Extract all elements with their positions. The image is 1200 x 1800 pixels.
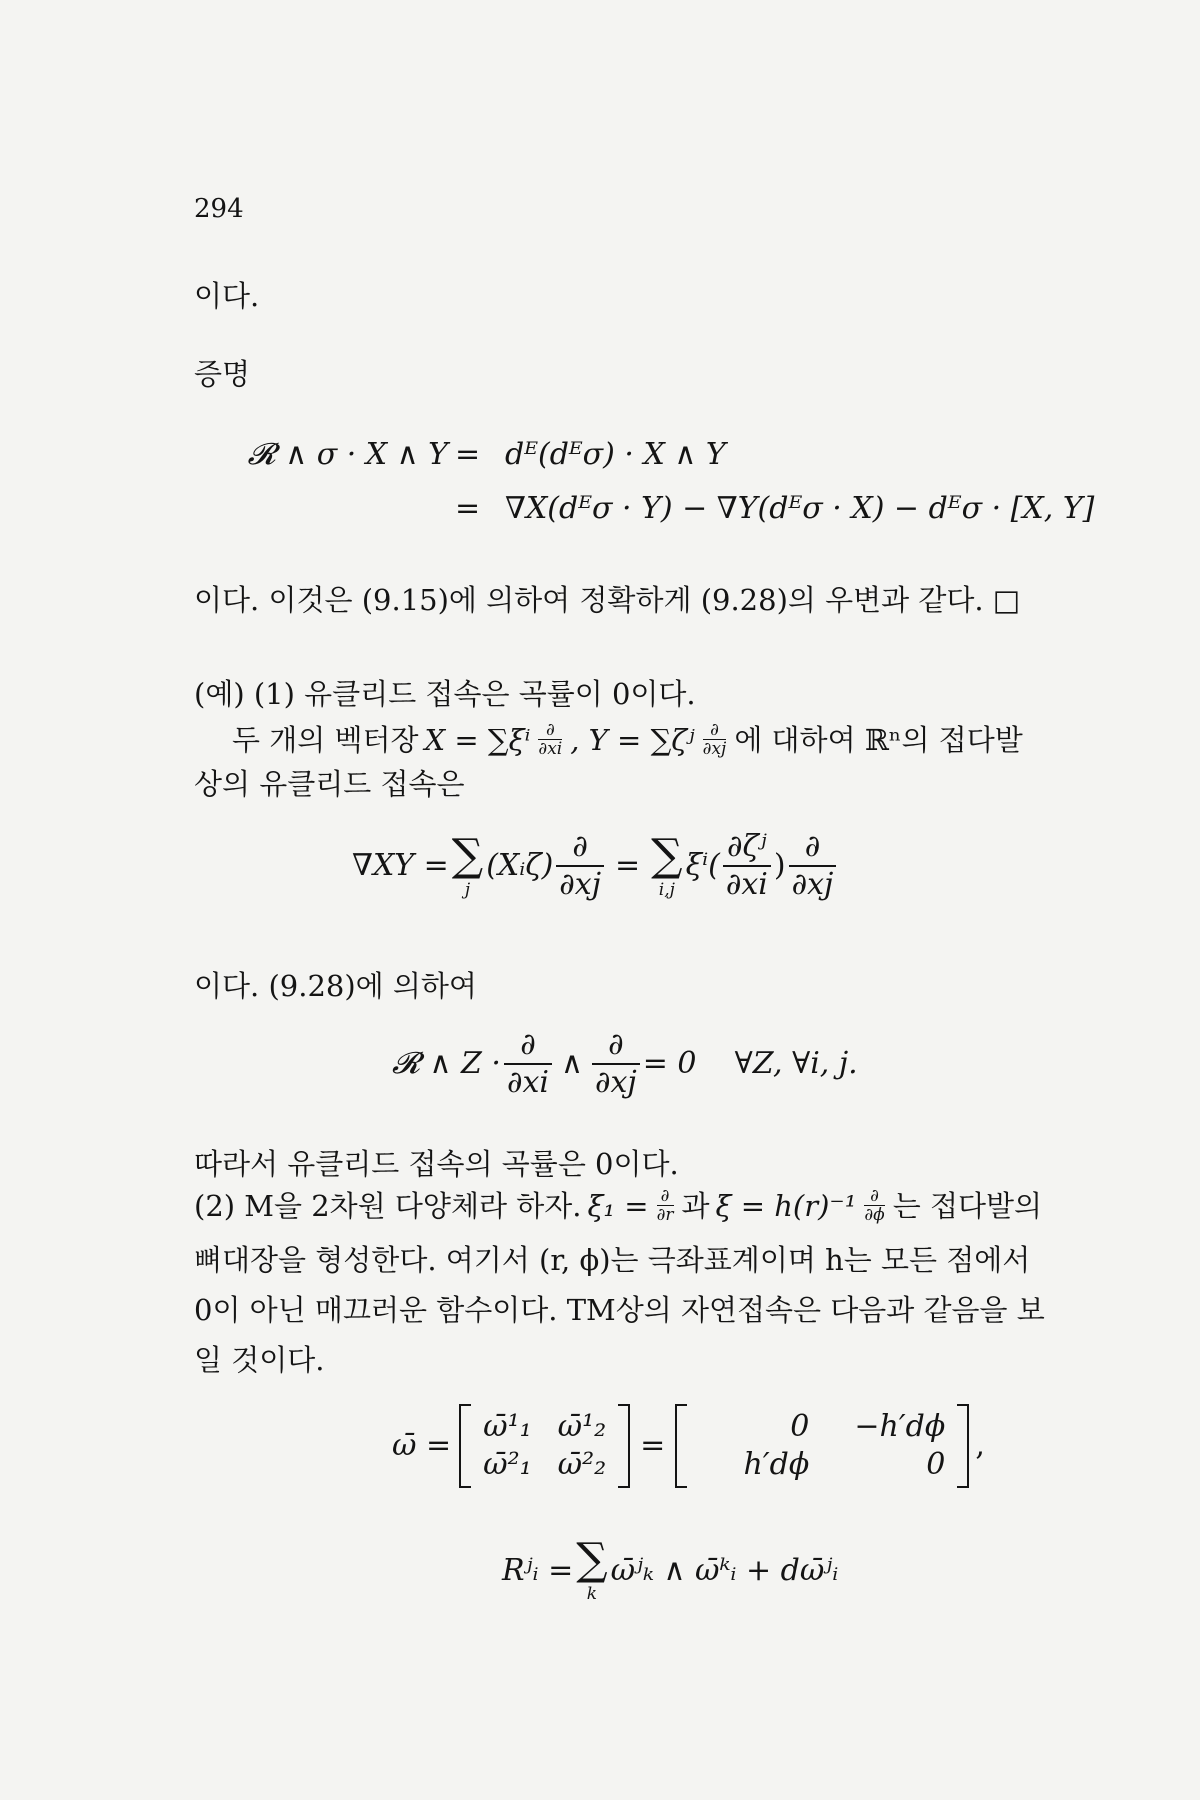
proof-eq-rhs-1: dᴱ(dᴱσ) · X ∧ Y: [505, 437, 726, 472]
partial-over-dxj: $\frac{\partial}{\partial xj}$: [556, 832, 604, 900]
h-12: −h′dϕ: [854, 1409, 946, 1444]
partial-xi-small-fraction: ∂ ∂xi: [538, 720, 563, 759]
sum-over-ij: ∑ i,j: [651, 829, 683, 900]
proof-heading: 증명: [194, 357, 251, 391]
sigma-symbol: ∑: [451, 829, 484, 881]
h-22: 0: [926, 1447, 946, 1482]
h-21: h′dϕ: [743, 1447, 810, 1482]
vector-field-line: [232, 722, 1023, 758]
sigma-symbol: ∑: [651, 829, 683, 881]
curv-rhs: = 0 ∀Z, ∀i, j.: [642, 1046, 858, 1081]
x-definition: X = ∑ξⁱ: [424, 722, 531, 757]
partial-r-small-fraction: ∂ ∂r: [656, 1186, 674, 1225]
r-lhs: Rʲᵢ =: [502, 1552, 574, 1588]
vf-prefix: 두 개의 벡터장: [232, 722, 419, 757]
omega-21: ω̄²₁: [483, 1447, 532, 1482]
right-bracket: [618, 1404, 630, 1488]
example-1-heading: (예) (1) 유클리드 접속은 곡률이 0이다.: [194, 677, 696, 711]
curvature-r-equation: [502, 1534, 839, 1604]
r-rhs: ω̄ʲₖ ∧ ω̄ᵏᵢ + dω̄ʲᵢ: [610, 1552, 839, 1588]
conclusion-line: 따라서 유클리드 접속의 곡률은 0이다.: [194, 1147, 679, 1181]
eq-sign-matrix: =: [640, 1428, 666, 1463]
h-matrix: [675, 1404, 969, 1488]
xi1-definition: ξ₁ =: [587, 1188, 649, 1223]
curvature-equation: [392, 1027, 858, 1100]
partial-over-dxj-3: $\frac{\partial}{\partial xj}$: [592, 1030, 640, 1098]
left-bracket: [459, 1404, 471, 1488]
example-2-line-1: [194, 1188, 1042, 1224]
sum-over-j: ∑ j: [451, 829, 484, 900]
y-definition: , Y = ∑ζʲ: [570, 722, 695, 757]
omega-matrix: [459, 1404, 630, 1488]
page-number: 294: [194, 194, 244, 224]
trailing-comma: ,: [975, 1428, 985, 1463]
xi-definition: ξ = h(r)⁻¹: [715, 1188, 857, 1223]
sum-over-k: ∑ k: [576, 1534, 608, 1604]
connection-matrix-equation: [392, 1404, 985, 1488]
left-bracket: [675, 1404, 687, 1488]
text-line-ida: 이다.: [194, 279, 260, 313]
proof-eq-sign-1: =: [455, 437, 481, 472]
text-after-proof: 이다. 이것은 (9.15)에 의하여 정확하게 (9.28)의 우변과 같다. □: [194, 583, 1021, 617]
omega-12: ω̄¹₂: [557, 1409, 607, 1444]
nabla-equation: [352, 829, 839, 902]
x-zeta-term: (Xᵢζ): [486, 848, 554, 883]
wedge-symbol: ∧: [561, 1046, 583, 1081]
eq-sign: =: [615, 848, 641, 883]
omega-lhs: ω̄ =: [392, 1428, 452, 1463]
partial-over-dxi: $\frac{\partial}{\partial xi}$: [504, 1030, 552, 1098]
curv-lhs: 𝓡 ∧ Z ·: [392, 1046, 501, 1081]
sigma-symbol: ∑: [576, 1534, 608, 1585]
h-11: 0: [790, 1409, 810, 1444]
h-matrix-grid: [687, 1404, 957, 1488]
proof-eq-lhs: 𝓡 ∧ σ · X ∧ Y: [247, 437, 448, 472]
right-bracket: [957, 1404, 969, 1488]
example-2-line-4: 일 것이다.: [194, 1343, 325, 1377]
ex2-gwa: 과: [681, 1188, 710, 1223]
nabla-lhs: ∇XY =: [352, 848, 449, 883]
example-2-line-2: 뼈대장을 형성한다. 여기서 (r, ϕ)는 극좌표계이며 h는 모든 점에서: [194, 1243, 1031, 1277]
omega-matrix-grid: [471, 1404, 618, 1488]
proof-eq-sign-2: =: [455, 491, 481, 526]
dzeta-over-dxi: $\frac{\text{∂ζʲ}}{\partial xi}$: [723, 832, 771, 900]
omega-11: ω̄¹₁: [483, 1409, 532, 1444]
partial-xj-small-fraction: ∂ ∂xj: [702, 720, 727, 759]
proof-eq-rhs-2: ∇X(dᴱσ · Y) − ∇Y(dᴱσ · X) − dᴱσ · [X, Y]: [505, 491, 1095, 526]
xi-paren: ξⁱ(: [685, 848, 720, 883]
partial-phi-small-fraction: ∂ ∂ϕ: [864, 1186, 885, 1225]
close-paren: ): [773, 848, 786, 883]
vf-suffix: 에 대하여 ℝⁿ의 접다발: [734, 722, 1023, 757]
ex2-prefix: (2) M을 2차원 다양체라 하자.: [194, 1188, 582, 1223]
text-ida-928: 이다. (9.28)에 의하여: [194, 969, 477, 1003]
partial-over-dxj-2: $\frac{\partial}{\partial xj}$: [789, 832, 837, 900]
omega-22: ω̄²₂: [557, 1447, 607, 1482]
ex2-neun: 는 접다발의: [892, 1188, 1043, 1223]
vf-line-2: 상의 유클리드 접속은: [194, 767, 465, 801]
example-2-line-3: 0이 아닌 매끄러운 함수이다. TM상의 자연접속은 다음과 같음을 보: [194, 1293, 1045, 1327]
